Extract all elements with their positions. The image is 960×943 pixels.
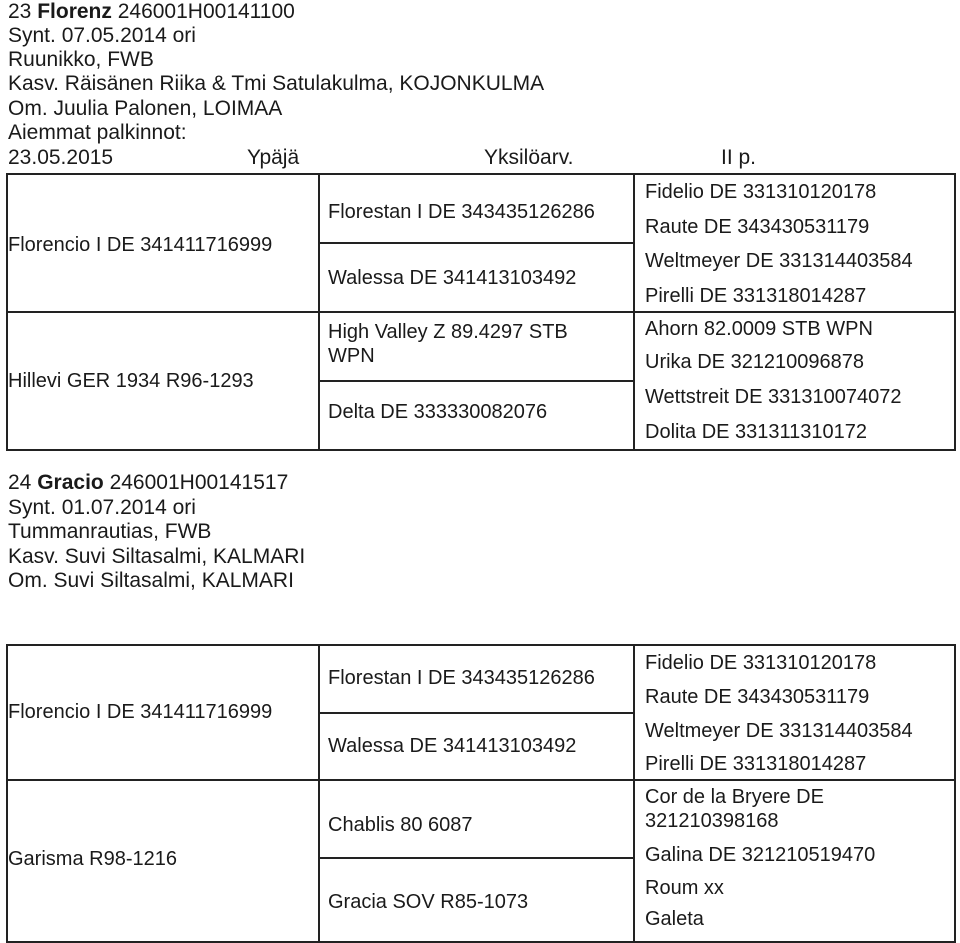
dam-sire-dam: Urika DE 321210096878 [645,351,865,373]
sire-dam-sire: Weltmeyer DE 331314403584 [645,250,913,272]
sire-dam: Walessa DE 341413103492 [328,735,577,757]
dam-sire-sire: Cor de la Bryere DE 321210398168 [645,786,824,832]
breeder: Kasv. Suvi Siltasalmi, KALMARI [8,545,306,568]
dam-dam-dam: Galeta [645,908,704,930]
divider [318,242,635,244]
reg-number: 246001H00141100 [117,0,295,23]
divider [6,311,956,313]
divider [6,779,956,781]
horse-title: 24 Gracio 246001H00141517 [8,471,289,494]
sire-dam-dam: Pirelli DE 331318014287 [645,285,867,307]
sire-sire-dam: Raute DE 343430531179 [645,216,870,238]
owner: Om. Suvi Siltasalmi, KALMARI [8,569,294,592]
prize-date: 23.05.2015 [8,146,114,169]
dam-dam-sire: Roum xx [645,877,724,899]
horse-name: Gracio [37,471,104,494]
divider [318,712,635,714]
dam-dam-dam: Dolita DE 331311310172 [645,421,868,443]
divider [318,380,635,382]
color-breed: Tummanrautias, FWB [8,520,212,543]
horse-title: 23 Florenz 246001H00141100 [8,0,295,23]
breeder: Kasv. Räisänen Riika & Tmi Satulakulma, KOJONKULMA [8,72,545,95]
divider [633,644,635,943]
sire-dam-dam: Pirelli DE 331318014287 [645,753,867,775]
sire: Florencio I DE 341411716999 [8,701,273,723]
sire-sire-sire: Fidelio DE 331310120178 [645,181,877,203]
reg-number: 246001H00141517 [109,471,289,494]
sire-sire-sire: Fidelio DE 331310120178 [645,652,877,674]
color-breed: Ruunikko, FWB [8,48,154,71]
dam: Garisma R98-1216 [8,848,177,870]
owner: Om. Juulia Palonen, LOIMAA [8,97,283,120]
sire-dam: Walessa DE 341413103492 [328,267,577,289]
sire: Florencio I DE 341411716999 [8,234,273,256]
dam-sire-dam: Galina DE 321210519470 [645,844,876,866]
sire-sire: Florestan I DE 343435126286 [328,667,595,689]
sire-sire: Florestan I DE 343435126286 [328,201,595,223]
horse-name: Florenz [37,0,112,23]
dam-dam: Delta DE 333330082076 [328,401,548,423]
dam-dam-sire: Wettstreit DE 331310074072 [645,386,902,408]
prize-event: Yksilöarv. [484,146,574,169]
divider [318,644,320,943]
birth-info: Synt. 07.05.2014 ori [8,24,196,47]
dam-sire: High Valley Z 89.4297 STB WPN [328,321,568,367]
sire-sire-dam: Raute DE 343430531179 [645,686,870,708]
dam-sire: Chablis 80 6087 [328,814,473,836]
birth-info: Synt. 01.07.2014 ori [8,496,196,519]
prize-result: II p. [721,146,757,169]
dam-dam: Gracia SOV R85-1073 [328,891,529,913]
dam: Hillevi GER 1934 R96-1293 [8,370,254,392]
dam-sire-sire: Ahorn 82.0009 STB WPN [645,318,873,340]
prize-place: Ypäjä [247,146,300,169]
divider [318,857,635,859]
prizes-label: Aiemmat palkinnot: [8,121,187,144]
sire-dam-sire: Weltmeyer DE 331314403584 [645,720,913,742]
